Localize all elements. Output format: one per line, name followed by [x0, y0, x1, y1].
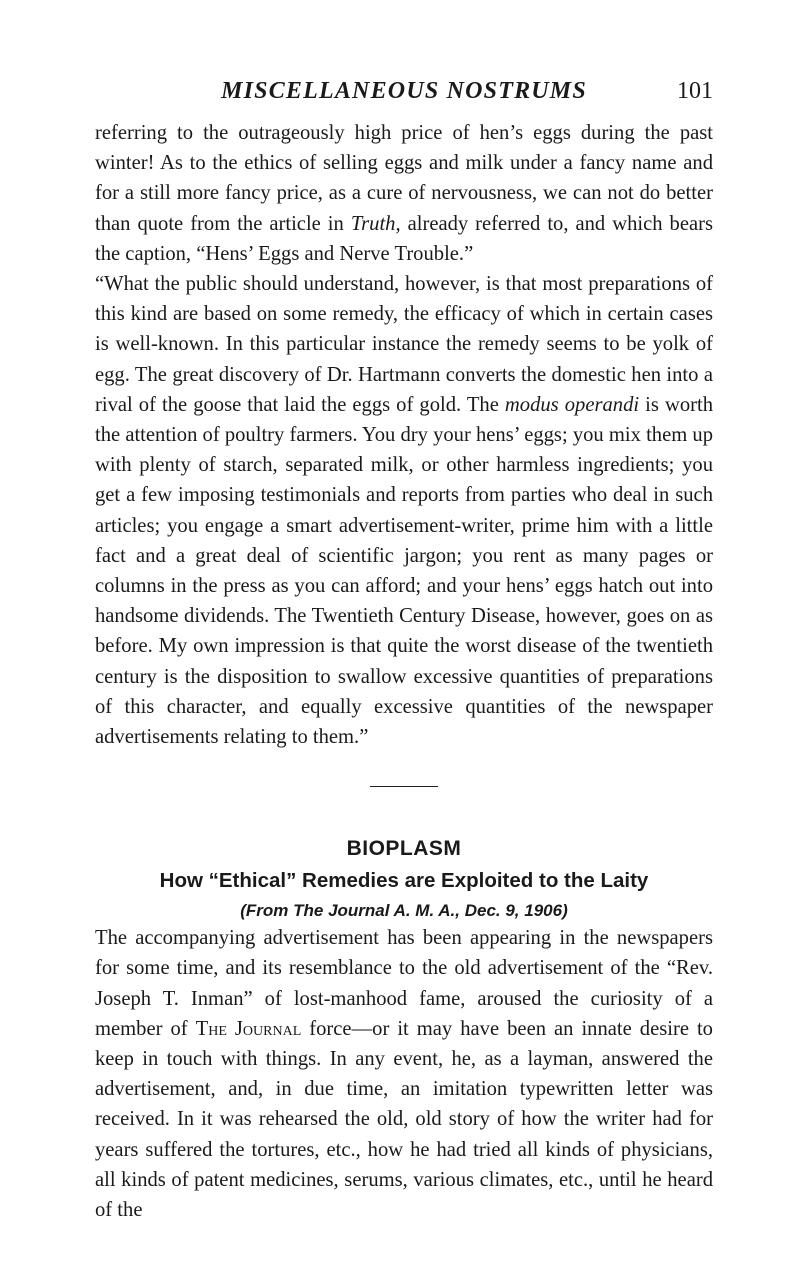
paragraph-2-end: is worth the attention of poultry farmers. You dry your hens’ eggs; you mix them up with plenty of starch, separated milk, or other harmless ingredients; you get a few imposing testimonials and reports from parties who deal in such articles; you engage a smart advertisement-writer, prime him with a little fact and a great deal of scientific jargon; you rent as many pages or columns in the press as you can afford; and your hens’ eggs hatch out into handsome dividends. The Twentieth Century Disease, however, goes on as before. My own impression is that quite the worst disease of the twentieth century is the disposition to swallow excessive quantities of preparations of this character, and equally excessive quantities of the newspaper advertisements relating to them.” — [95, 393, 713, 749]
running-title: MISCELLANEOUS NOSTRUMS — [221, 78, 587, 104]
paragraph-1-text: referring to the outrageously high price of hen’s eggs during the past winter! As to the ethics of selling eggs and milk under a fancy name and for a still more fancy price, as a cure of nervousness, we can not do better than quote from the article in — [95, 122, 713, 235]
section-divider — [370, 786, 438, 787]
journal-name: The Journal — [195, 1017, 302, 1040]
paragraph-2-text: “What the public should understand, however, is that most preparations of this kind are based on some remedy, the efficacy of which in certain cases is well-known. In this particular instance the remedy seems to be yolk of egg. The great discovery of Dr. Hartmann converts the domestic hen into a rival of the goose that laid the eggs of gold. The — [95, 273, 713, 416]
body-text — [95, 118, 713, 752]
paragraph-continuation — [95, 118, 713, 269]
paragraph-2-italic: modus operandi — [504, 393, 640, 416]
section-paragraph-text: The accompanying advertisement has been appearing in the newspapers for some time, and its resemblance to the old advertisement of the “Rev. Joseph T. Inman” of lost-manhood fame, aroused the curiosity of a member of — [95, 927, 713, 1040]
paragraph-1-italic: Truth, — [350, 212, 401, 235]
quoted-paragraph — [95, 269, 713, 752]
book-page — [95, 78, 713, 1225]
section-paragraph — [95, 923, 713, 1225]
section-heading: BIOPLASM — [346, 837, 462, 861]
section-paragraph-end: force—or it may have been an innate desire to keep in touch with things. In any event, he, as a layman, answered the advertisement, and, in due time, an imitation typewritten letter was received. In it was rehearsed the old, old story of how the writer had for years suffered the tortures, etc., how he had tried all kinds of physicians, all kinds of patent medicines, serums, various climates, etc., until he heard of the — [95, 1017, 713, 1222]
section-body-text — [95, 923, 713, 1225]
paragraph-1-end: already referred to, and which bears the caption, “Hens’ Eggs and Nerve Trouble.” — [95, 212, 713, 265]
page-number: 101 — [677, 78, 713, 104]
section-source: (From The Journal A. M. A., Dec. 9, 1906) — [240, 901, 568, 921]
section-subheading: How “Ethical” Remedies are Exploited to the Laity — [159, 869, 649, 893]
running-head — [95, 78, 713, 118]
